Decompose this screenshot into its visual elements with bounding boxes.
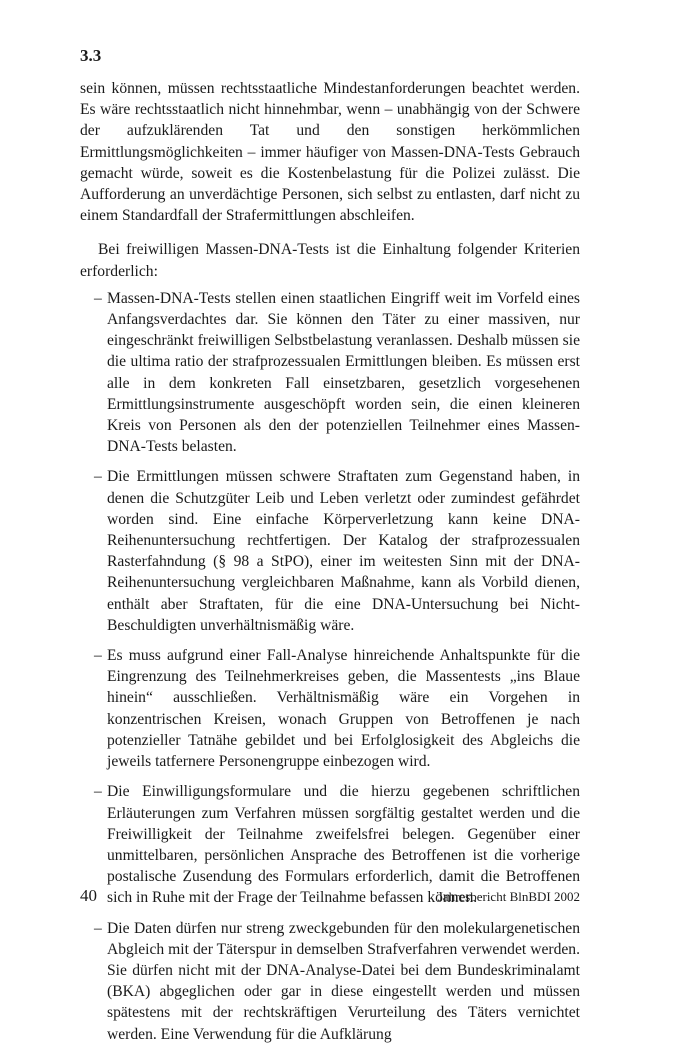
page-number: 40 — [80, 886, 97, 905]
criteria-item — [94, 466, 580, 636]
publication-title: Jahresbericht BlnBDI 2002 — [437, 889, 580, 904]
criteria-item — [94, 645, 580, 772]
criteria-item-text: Es muss aufgrund einer Fall-Analyse hinreichende Anhaltspunkte für die Eingrenzung des Teilnehmerkreises geben, die Massentests „ins Blaue hinein“ ausschließen. Verhältnismäßig wäre ein Vorgehen in konzentrischen Kreisen, wonach Gruppen von Betroffenen je nach potenzieller Tatnähe gebildet und bei Erfolglosigkeit des Abgleichs die jeweils tatfernere Personengruppe einbezogen wird. — [107, 647, 580, 771]
criteria-item-text: Die Ermittlungen müssen schwere Straftaten zum Gegenstand haben, in denen die Schutzgüter Leib und Leben verletzt oder zumindest gefährdet worden sind. Eine einfache Körperverletzung kann keine DNA-Reihenuntersuchung rechtfertigen. Der Katalog der strafprozessualen Rasterfahndung (§ 98 a StPO), einer im weitesten Sinn mit der DNA-Reihenuntersuchung vergleichbaren Maßnahme, kann als Vorbild dienen, enthält aber Straftaten, für die eine DNA-Untersuchung bei Nicht-Beschuldigten unverhältnismäßig wäre. — [107, 468, 580, 634]
criteria-item — [94, 918, 580, 1045]
criteria-intro-paragraph: Bei freiwilligen Massen-DNA-Tests ist die Einhaltung folgender Kriterien erforderlich: — [80, 241, 580, 280]
paragraph-continuation: sein können, müssen rechtsstaatliche Mindestanforderungen beachtet werden. Es wäre rechtsstaatlich nicht hinnehmbar, wenn – unabhängig von der Schwere der aufzuklärenden Tat und den sonstigen herkömmlichen Ermittlungsmöglichkeiten – immer häufiger von Massen-DNA-Tests Gebrauch gemacht würde, soweit es die Kostenbelastung für die Polizei zulässt. Die Aufforderung an unverdächtige Personen, sich selbst zu entlasten, darf nicht zu einem Standardfall der Strafermittlungen abschleifen. — [80, 80, 580, 225]
criteria-item — [94, 288, 580, 458]
dash-bullet: – — [94, 919, 102, 937]
criteria-item-text: Die Einwilligungsformulare und die hierzu gegebenen schriftlichen Erläuterungen zum Verfahren müssen sorgfältig gestaltet werden und die Freiwilligkeit der Teilnahme zweifelsfrei belegen. Gegenüber einer unmittelbaren, persönlichen Ansprache des Betroffenen ist die vorherige postalische Zusendung des Formulars erforderlich, damit die Betroffenen sich in Ruhe mit der Frage der Teilnahme befassen können. — [107, 783, 580, 907]
criteria-item-text: Massen-DNA-Tests stellen einen staatlichen Eingriff weit im Vorfeld eines Anfangsverdachtes dar. Sie können den Täter zu einer massiven, nur eingeschränkt freiwilligen Selbstbelastung veranlassen. Deshalb müssen sie die ultima ratio der strafprozessualen Ermittlungen bleiben. Es müssen erst alle in dem konkreten Fall einsetzbaren, gesetzlich vorgesehenen Ermittlungsinstrumente ausgeschöpft worden sein, die einen kleineren Kreis von Personen als den der potenziellen Teilnehmer eines Massen-DNA-Tests belasten. — [107, 289, 580, 456]
page-body — [80, 78, 580, 1054]
criteria-item-text: Die Daten dürfen nur streng zweckgebunden für den molekulargenetischen Abgleich mit der Täterspur in demselben Strafverfahren verwendet werden. Sie dürfen nicht mit der DNA-Analyse-Datei bei dem Bundeskriminalamt (BKA) abgeglichen oder gar in diese eingestellt werden und müssen spätestens mit der rechtskräftigen Verurteilung des Täters vernichtet werden. Eine Verwendung für die Aufklärung — [107, 919, 580, 1043]
dash-bullet: – — [94, 783, 102, 801]
dash-bullet: – — [94, 289, 102, 307]
section-number: 3.3 — [80, 46, 102, 65]
dash-bullet: – — [94, 647, 102, 665]
dash-bullet: – — [94, 468, 102, 486]
criteria-list — [80, 288, 580, 1045]
